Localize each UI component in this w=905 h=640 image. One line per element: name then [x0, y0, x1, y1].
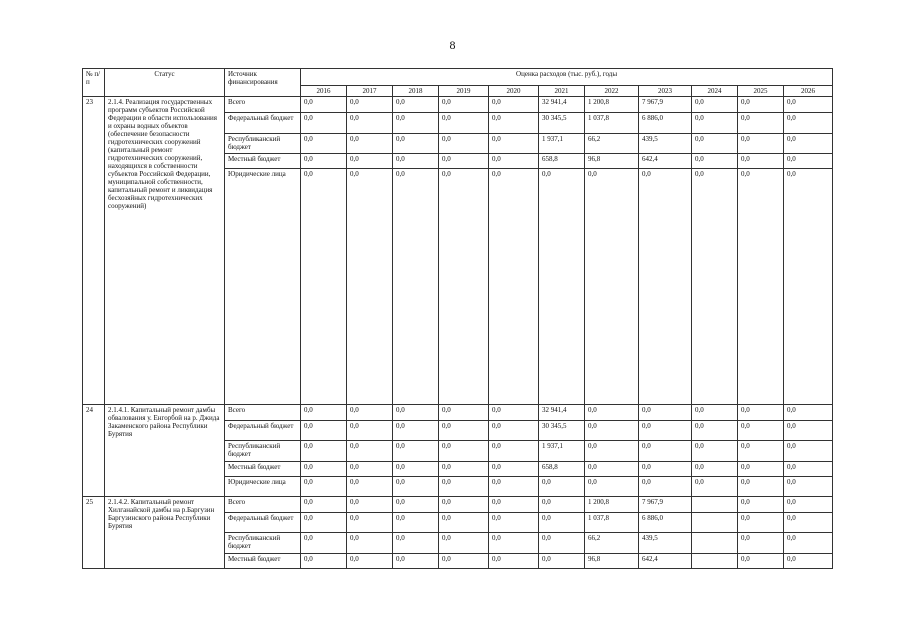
value-cell-2024: 0,0 [692, 421, 738, 441]
value-cell-2020: 0,0 [489, 134, 539, 154]
value-cell-2017: 0,0 [347, 477, 393, 497]
value-cell-2021: 0,0 [539, 169, 585, 405]
value-cell-2016: 0,0 [301, 421, 347, 441]
funding-source-cell: Всего [225, 405, 301, 421]
table-row [83, 497, 833, 513]
value-cell-2021: 32 941,4 [539, 405, 585, 421]
value-cell-2026: 0,0 [784, 169, 833, 405]
value-cell-2020: 0,0 [489, 154, 539, 169]
value-cell-2020: 0,0 [489, 97, 539, 113]
value-cell-2019: 0,0 [439, 477, 489, 497]
value-cell-2021: 0,0 [539, 477, 585, 497]
value-cell-2019: 0,0 [439, 405, 489, 421]
value-cell-2026: 0,0 [784, 441, 833, 462]
value-cell-2020: 0,0 [489, 113, 539, 134]
value-cell-2019: 0,0 [439, 497, 489, 513]
value-cell-2026: 0,0 [784, 97, 833, 113]
value-cell-2026: 0,0 [784, 533, 833, 554]
value-cell-2024: 0,0 [692, 134, 738, 154]
value-cell-2022: 1 037,8 [585, 513, 639, 533]
year-header-2024: 2024 [692, 86, 738, 97]
value-cell-2018: 0,0 [393, 554, 439, 569]
value-cell-2026: 0,0 [784, 477, 833, 497]
value-cell-2019: 0,0 [439, 169, 489, 405]
value-cell-2018: 0,0 [393, 97, 439, 113]
value-cell-2023: 642,4 [639, 554, 692, 569]
value-cell-2016: 0,0 [301, 497, 347, 513]
value-cell-2026: 0,0 [784, 497, 833, 513]
value-cell-2021: 32 941,4 [539, 97, 585, 113]
value-cell-2025: 0,0 [738, 169, 784, 405]
value-cell-2024 [692, 533, 738, 554]
value-cell-2016: 0,0 [301, 154, 347, 169]
value-cell-2017: 0,0 [347, 405, 393, 421]
value-cell-2021: 0,0 [539, 533, 585, 554]
value-cell-2019: 0,0 [439, 513, 489, 533]
value-cell-2021: 658,8 [539, 462, 585, 477]
value-cell-2021: 1 937,1 [539, 441, 585, 462]
value-cell-2021: 658,8 [539, 154, 585, 169]
value-cell-2022: 1 200,8 [585, 97, 639, 113]
value-cell-2024 [692, 497, 738, 513]
table-row [83, 405, 833, 421]
status-cell: 2.1.4. Реализация государственных программ субъектов Российской Федерации в области использования и охраны водных объектов (обеспечение безопасности гидротехнических сооружений (капитальный ремонт гидротехнических сооружений, находящихся в собственности субъектов Российской Федерации, муниципальной собственности, капитальный ремонт и ликвидация бесхозяйных гидротехнических сооружений) [105, 97, 225, 405]
value-cell-2017: 0,0 [347, 462, 393, 477]
value-cell-2017: 0,0 [347, 154, 393, 169]
value-cell-2025: 0,0 [738, 134, 784, 154]
value-cell-2022: 0,0 [585, 421, 639, 441]
year-header-2023: 2023 [639, 86, 692, 97]
value-cell-2017: 0,0 [347, 513, 393, 533]
value-cell-2025: 0,0 [738, 421, 784, 441]
row-number: 24 [83, 405, 105, 497]
year-header-2022: 2022 [585, 86, 639, 97]
value-cell-2023: 0,0 [639, 462, 692, 477]
value-cell-2022: 96,8 [585, 154, 639, 169]
value-cell-2023: 439,5 [639, 134, 692, 154]
funding-source-cell: Юридические лица [225, 477, 301, 497]
value-cell-2019: 0,0 [439, 97, 489, 113]
funding-source-cell: Федеральный бюджет [225, 421, 301, 441]
value-cell-2022: 0,0 [585, 462, 639, 477]
value-cell-2023: 6 886,0 [639, 513, 692, 533]
value-cell-2026: 0,0 [784, 421, 833, 441]
value-cell-2021: 30 345,5 [539, 113, 585, 134]
year-header-2019: 2019 [439, 86, 489, 97]
value-cell-2016: 0,0 [301, 405, 347, 421]
value-cell-2020: 0,0 [489, 421, 539, 441]
row-number: 23 [83, 97, 105, 405]
value-cell-2024: 0,0 [692, 113, 738, 134]
header-status: Статус [105, 69, 225, 97]
value-cell-2020: 0,0 [489, 497, 539, 513]
value-cell-2025: 0,0 [738, 497, 784, 513]
value-cell-2023: 0,0 [639, 421, 692, 441]
year-header-2017: 2017 [347, 86, 393, 97]
value-cell-2019: 0,0 [439, 441, 489, 462]
value-cell-2025: 0,0 [738, 533, 784, 554]
funding-source-cell: Федеральный бюджет [225, 513, 301, 533]
value-cell-2022: 66,2 [585, 134, 639, 154]
value-cell-2022: 66,2 [585, 533, 639, 554]
year-header-2025: 2025 [738, 86, 784, 97]
value-cell-2023: 6 886,0 [639, 113, 692, 134]
value-cell-2023: 0,0 [639, 405, 692, 421]
funding-source-cell: Местный бюджет [225, 554, 301, 569]
value-cell-2018: 0,0 [393, 497, 439, 513]
value-cell-2016: 0,0 [301, 169, 347, 405]
funding-source-cell: Местный бюджет [225, 154, 301, 169]
value-cell-2024: 0,0 [692, 441, 738, 462]
value-cell-2016: 0,0 [301, 554, 347, 569]
value-cell-2024 [692, 554, 738, 569]
value-cell-2016: 0,0 [301, 113, 347, 134]
value-cell-2017: 0,0 [347, 113, 393, 134]
year-header-2018: 2018 [393, 86, 439, 97]
value-cell-2021: 0,0 [539, 554, 585, 569]
value-cell-2019: 0,0 [439, 421, 489, 441]
value-cell-2023: 7 967,9 [639, 97, 692, 113]
value-cell-2026: 0,0 [784, 113, 833, 134]
value-cell-2024: 0,0 [692, 462, 738, 477]
value-cell-2016: 0,0 [301, 533, 347, 554]
value-cell-2024 [692, 513, 738, 533]
value-cell-2018: 0,0 [393, 533, 439, 554]
value-cell-2022: 96,8 [585, 554, 639, 569]
value-cell-2016: 0,0 [301, 97, 347, 113]
value-cell-2023: 439,5 [639, 533, 692, 554]
value-cell-2025: 0,0 [738, 113, 784, 134]
value-cell-2016: 0,0 [301, 513, 347, 533]
value-cell-2017: 0,0 [347, 441, 393, 462]
header-num: № п/п [83, 69, 105, 97]
value-cell-2020: 0,0 [489, 477, 539, 497]
value-cell-2023: 0,0 [639, 169, 692, 405]
value-cell-2021: 30 345,5 [539, 421, 585, 441]
value-cell-2019: 0,0 [439, 113, 489, 134]
page-number: 8 [449, 38, 456, 52]
year-header-2026: 2026 [784, 86, 833, 97]
value-cell-2022: 1 200,8 [585, 497, 639, 513]
value-cell-2023: 7 967,9 [639, 497, 692, 513]
value-cell-2022: 0,0 [585, 169, 639, 405]
value-cell-2017: 0,0 [347, 134, 393, 154]
value-cell-2025: 0,0 [738, 554, 784, 569]
value-cell-2026: 0,0 [784, 405, 833, 421]
funding-source-cell: Юридические лица [225, 169, 301, 405]
value-cell-2019: 0,0 [439, 154, 489, 169]
funding-source-cell: Местный бюджет [225, 462, 301, 477]
value-cell-2019: 0,0 [439, 134, 489, 154]
value-cell-2025: 0,0 [738, 477, 784, 497]
value-cell-2025: 0,0 [738, 154, 784, 169]
value-cell-2017: 0,0 [347, 497, 393, 513]
funding-source-cell: Республиканский бюджет [225, 134, 301, 154]
value-cell-2020: 0,0 [489, 169, 539, 405]
value-cell-2026: 0,0 [784, 554, 833, 569]
value-cell-2018: 0,0 [393, 477, 439, 497]
status-cell: 2.1.4.2. Капитальный ремонт Хилганайской дамбы на р.Баргузин Баргузинского района Республики Бурятия [105, 497, 225, 569]
value-cell-2016: 0,0 [301, 477, 347, 497]
value-cell-2026: 0,0 [784, 513, 833, 533]
value-cell-2017: 0,0 [347, 169, 393, 405]
value-cell-2017: 0,0 [347, 97, 393, 113]
value-cell-2024: 0,0 [692, 477, 738, 497]
value-cell-2019: 0,0 [439, 554, 489, 569]
value-cell-2019: 0,0 [439, 462, 489, 477]
table-row [83, 97, 833, 113]
value-cell-2017: 0,0 [347, 421, 393, 441]
funding-source-cell: Республиканский бюджет [225, 441, 301, 462]
value-cell-2022: 1 037,8 [585, 113, 639, 134]
year-header-2020: 2020 [489, 86, 539, 97]
value-cell-2018: 0,0 [393, 462, 439, 477]
value-cell-2017: 0,0 [347, 554, 393, 569]
row-number: 25 [83, 497, 105, 569]
value-cell-2024: 0,0 [692, 154, 738, 169]
value-cell-2026: 0,0 [784, 134, 833, 154]
year-header-2016: 2016 [301, 86, 347, 97]
value-cell-2024: 0,0 [692, 169, 738, 405]
value-cell-2018: 0,0 [393, 441, 439, 462]
value-cell-2022: 0,0 [585, 405, 639, 421]
value-cell-2024: 0,0 [692, 405, 738, 421]
value-cell-2016: 0,0 [301, 134, 347, 154]
value-cell-2018: 0,0 [393, 169, 439, 405]
value-cell-2017: 0,0 [347, 533, 393, 554]
funding-source-cell: Всего [225, 97, 301, 113]
value-cell-2023: 0,0 [639, 441, 692, 462]
value-cell-2022: 0,0 [585, 441, 639, 462]
value-cell-2016: 0,0 [301, 462, 347, 477]
value-cell-2021: 0,0 [539, 513, 585, 533]
value-cell-2021: 0,0 [539, 497, 585, 513]
header-row [83, 69, 833, 86]
funding-source-cell: Всего [225, 497, 301, 513]
value-cell-2025: 0,0 [738, 441, 784, 462]
value-cell-2018: 0,0 [393, 421, 439, 441]
value-cell-2023: 0,0 [639, 477, 692, 497]
value-cell-2020: 0,0 [489, 441, 539, 462]
value-cell-2026: 0,0 [784, 154, 833, 169]
value-cell-2018: 0,0 [393, 405, 439, 421]
value-cell-2016: 0,0 [301, 441, 347, 462]
value-cell-2026: 0,0 [784, 462, 833, 477]
value-cell-2018: 0,0 [393, 513, 439, 533]
value-cell-2018: 0,0 [393, 134, 439, 154]
value-cell-2023: 642,4 [639, 154, 692, 169]
value-cell-2020: 0,0 [489, 513, 539, 533]
year-header-2021: 2021 [539, 86, 585, 97]
value-cell-2025: 0,0 [738, 97, 784, 113]
value-cell-2018: 0,0 [393, 154, 439, 169]
value-cell-2022: 0,0 [585, 477, 639, 497]
value-cell-2018: 0,0 [393, 113, 439, 134]
header-source: Источник финансирования [225, 69, 301, 97]
value-cell-2024: 0,0 [692, 97, 738, 113]
status-cell: 2.1.4.1. Капитальный ремонт дамбы обвалования у. Енгорбой на р. Джида Закаменского района Республики Бурятия [105, 405, 225, 497]
funding-source-cell: Республиканский бюджет [225, 533, 301, 554]
value-cell-2025: 0,0 [738, 405, 784, 421]
value-cell-2021: 1 937,1 [539, 134, 585, 154]
funding-source-cell: Федеральный бюджет [225, 113, 301, 134]
value-cell-2020: 0,0 [489, 554, 539, 569]
header-estimate: Оценка расходов (тыс. руб.), годы [301, 69, 833, 86]
value-cell-2025: 0,0 [738, 462, 784, 477]
value-cell-2020: 0,0 [489, 405, 539, 421]
value-cell-2020: 0,0 [489, 462, 539, 477]
value-cell-2019: 0,0 [439, 533, 489, 554]
value-cell-2020: 0,0 [489, 533, 539, 554]
value-cell-2025: 0,0 [738, 513, 784, 533]
expenditure-table [82, 68, 833, 569]
